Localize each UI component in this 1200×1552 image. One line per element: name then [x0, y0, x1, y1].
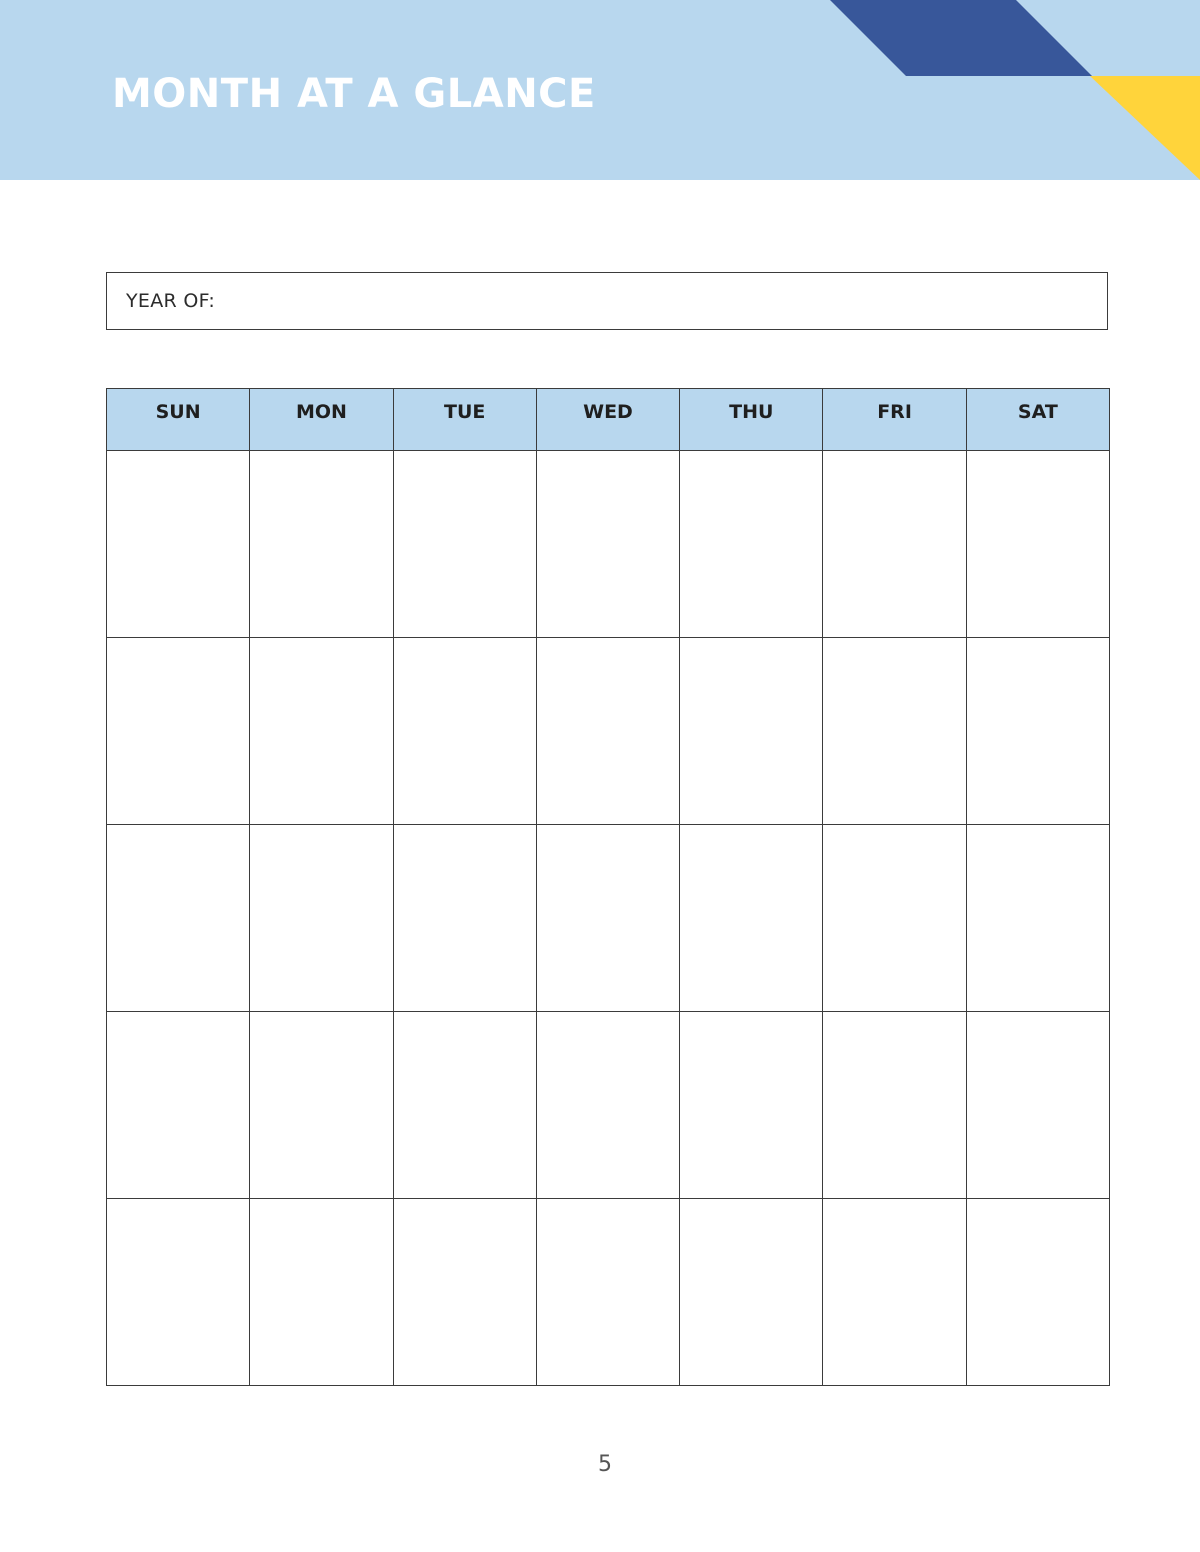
- day-cell[interactable]: [107, 1199, 250, 1386]
- day-cell[interactable]: [393, 825, 536, 1012]
- month-calendar-grid: [106, 388, 1110, 1386]
- header-banner: [0, 0, 1200, 180]
- day-cell[interactable]: [966, 825, 1109, 1012]
- day-cell[interactable]: [966, 1199, 1109, 1386]
- weekday-header-fri: FRI: [823, 389, 966, 451]
- blue-parallelogram-shape: [830, 0, 1092, 76]
- day-cell[interactable]: [680, 825, 823, 1012]
- page-number: 5: [598, 1452, 612, 1477]
- day-cell[interactable]: [107, 451, 250, 638]
- day-cell[interactable]: [250, 825, 393, 1012]
- weekday-header-thu: THU: [680, 389, 823, 451]
- week-row: [107, 1012, 1110, 1199]
- day-cell[interactable]: [536, 1199, 679, 1386]
- day-cell[interactable]: [680, 1012, 823, 1199]
- day-cell[interactable]: [680, 451, 823, 638]
- weekday-header-mon: MON: [250, 389, 393, 451]
- day-cell[interactable]: [536, 1012, 679, 1199]
- day-cell[interactable]: [966, 1012, 1109, 1199]
- day-cell[interactable]: [536, 638, 679, 825]
- day-cell[interactable]: [250, 451, 393, 638]
- day-cell[interactable]: [107, 1012, 250, 1199]
- weekday-header-tue: TUE: [393, 389, 536, 451]
- day-cell[interactable]: [966, 638, 1109, 825]
- weekday-header-sat: SAT: [966, 389, 1109, 451]
- yellow-triangle-shape: [1090, 76, 1200, 180]
- week-row: [107, 1199, 1110, 1386]
- day-cell[interactable]: [393, 1199, 536, 1386]
- day-cell[interactable]: [680, 638, 823, 825]
- year-of-field[interactable]: [106, 272, 1108, 330]
- week-row: [107, 451, 1110, 638]
- day-cell[interactable]: [250, 1199, 393, 1386]
- day-cell[interactable]: [823, 1199, 966, 1386]
- day-cell[interactable]: [823, 638, 966, 825]
- day-cell[interactable]: [823, 451, 966, 638]
- day-cell[interactable]: [536, 825, 679, 1012]
- day-cell[interactable]: [107, 825, 250, 1012]
- weekday-header-sun: SUN: [107, 389, 250, 451]
- day-cell[interactable]: [250, 1012, 393, 1199]
- day-cell[interactable]: [823, 825, 966, 1012]
- day-cell[interactable]: [393, 1012, 536, 1199]
- day-cell[interactable]: [250, 638, 393, 825]
- day-cell[interactable]: [680, 1199, 823, 1386]
- weekday-header-wed: WED: [536, 389, 679, 451]
- week-row: [107, 638, 1110, 825]
- day-cell[interactable]: [107, 638, 250, 825]
- year-of-label: YEAR OF:: [126, 290, 216, 312]
- day-cell[interactable]: [536, 451, 679, 638]
- week-row: [107, 825, 1110, 1012]
- day-cell[interactable]: [393, 451, 536, 638]
- page-title: MONTH AT A GLANCE: [112, 71, 596, 117]
- day-cell[interactable]: [393, 638, 536, 825]
- day-cell[interactable]: [966, 451, 1109, 638]
- weekday-header-row: [107, 389, 1110, 451]
- day-cell[interactable]: [823, 1012, 966, 1199]
